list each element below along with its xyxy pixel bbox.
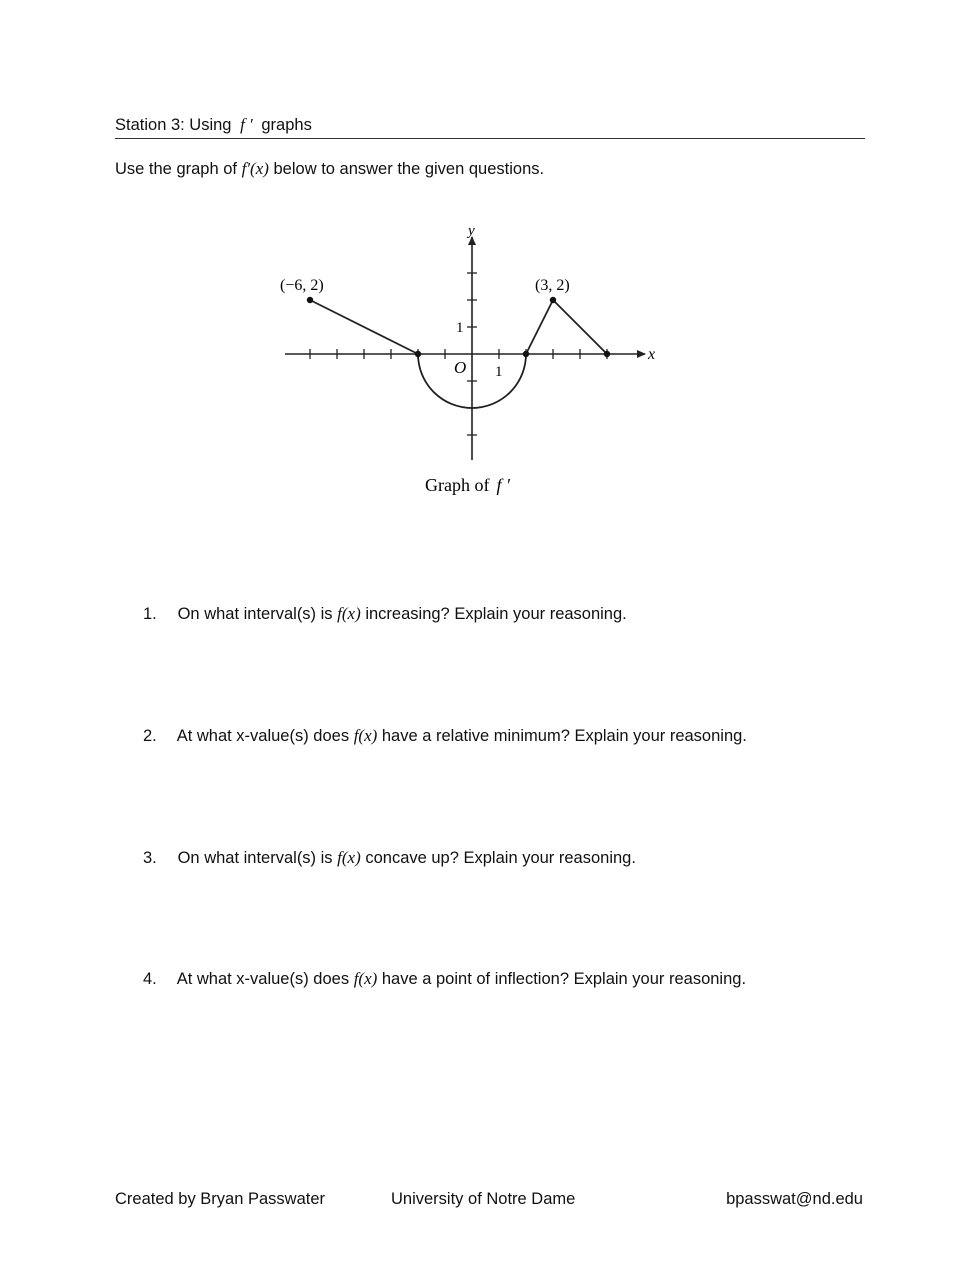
question-text: At what x-value(s) does <box>176 970 350 988</box>
question-number: 2. <box>143 727 157 745</box>
station-title <box>115 115 865 139</box>
question-func: f(x) <box>337 604 361 623</box>
question-text: concave up? Explain your reasoning. <box>365 849 636 867</box>
question-text: On what interval(s) is <box>177 849 333 867</box>
marked-point <box>604 351 610 357</box>
x-tick-label-1: 1 <box>495 364 503 380</box>
question-text: have a relative minimum? Explain your reasoning. <box>381 727 747 745</box>
footer-author: Created by Bryan Passwater <box>115 1190 326 1208</box>
point-label-right: (3, 2) <box>535 277 570 294</box>
x-axis-label: x <box>648 346 656 363</box>
question-number: 4. <box>143 970 157 988</box>
intro-prefix: Use the graph of <box>115 160 237 178</box>
intro-suffix: below to answer the given questions. <box>273 160 545 178</box>
caption-func: f ′ <box>496 475 510 495</box>
question-func: f(x) <box>337 848 361 867</box>
marked-point <box>550 297 556 303</box>
footer-email: bpasswat@nd.edu <box>726 1190 863 1208</box>
question-4 <box>143 968 746 990</box>
derivative-graph <box>270 215 670 515</box>
intro-text <box>115 158 544 180</box>
question-text: increasing? Explain your reasoning. <box>365 605 627 623</box>
graph-caption <box>425 475 511 495</box>
question-func: f(x) <box>353 726 378 745</box>
marked-point <box>307 297 313 303</box>
caption-prefix: Graph of <box>425 475 490 495</box>
question-3 <box>143 847 636 869</box>
question-1 <box>143 603 627 625</box>
y-axis-label: y <box>468 223 475 239</box>
question-text: On what interval(s) is <box>177 605 333 623</box>
question-text: At what x-value(s) does <box>176 727 350 745</box>
question-number: 1. <box>143 605 157 623</box>
title-func: f ′ <box>240 115 253 134</box>
graph-svg <box>270 215 670 515</box>
marked-point <box>415 351 421 357</box>
origin-label: O <box>454 358 467 377</box>
title-suffix: graphs <box>261 116 312 134</box>
marked-point <box>523 351 529 357</box>
question-text: have a point of inflection? Explain your reasoning. <box>381 970 747 988</box>
question-number: 3. <box>143 849 157 867</box>
y-tick-label-1: 1 <box>456 320 464 336</box>
title-prefix: Station 3: Using <box>115 116 232 134</box>
question-2 <box>143 725 747 747</box>
footer-school: University of Notre Dame <box>391 1190 576 1208</box>
point-label-left: (−6, 2) <box>280 277 324 294</box>
intro-func: f′(x) <box>241 159 269 178</box>
question-func: f(x) <box>353 969 378 988</box>
